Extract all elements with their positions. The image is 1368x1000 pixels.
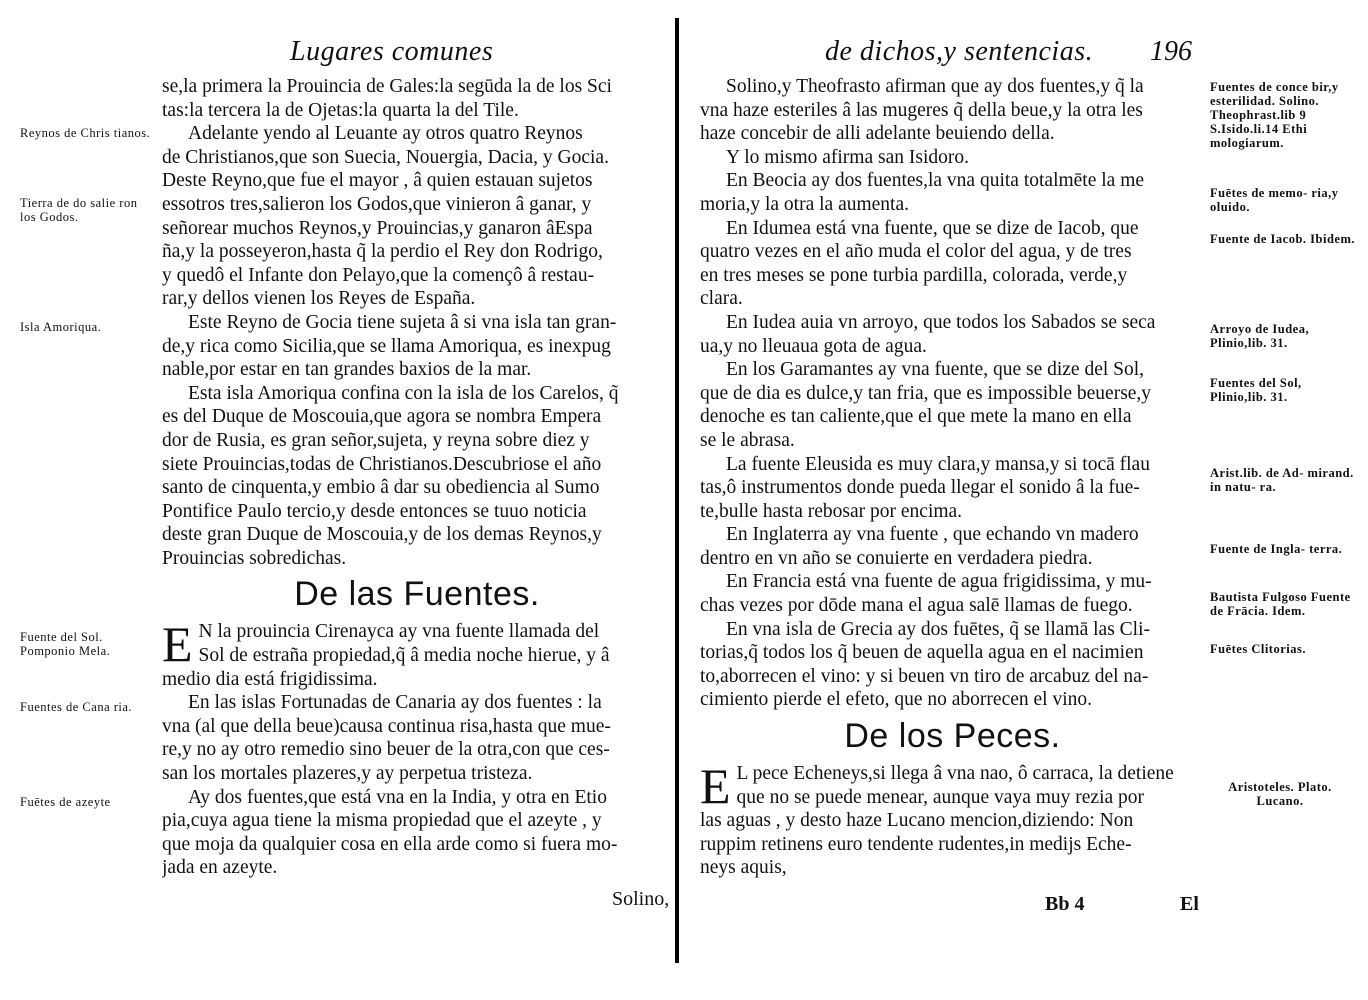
text-line: siete Prouincias,todas de Christianos.Descubriose el año xyxy=(162,453,602,475)
text-line: medio dia está frigidissima. xyxy=(162,668,378,690)
drop-cap: E xyxy=(162,616,193,673)
left-page xyxy=(0,0,676,1000)
margin-note: Fuentes de Cana ria. xyxy=(20,700,133,714)
text-line: Este Reyno de Gocia tiene sujeta â si vna isla tan gran- xyxy=(188,311,617,333)
text-line: Sol de estraña propiedad,q̃ â media noche hierue, y â xyxy=(198,645,610,667)
text-line: dentro en vn año se conuierte en verdadera piedra. xyxy=(700,547,1093,569)
signature-mark: Bb 4 xyxy=(1045,893,1085,915)
text-line: rar,y dellos vienen los Reyes de España. xyxy=(162,288,476,310)
text-line: quatro vezes en el año muda el color del agua, y de tres xyxy=(700,241,1132,263)
text-line: Solino,y Theofrasto afirman que ay dos fuentes,y q̃ la xyxy=(726,76,1144,97)
page-gutter xyxy=(675,18,679,963)
text-line: se le abrasa. xyxy=(700,429,795,451)
margin-note: Aristoteles. Plato. Lucano. xyxy=(1228,780,1332,808)
text-line: ruppim retinens euro tendente rudentes,in medijs Eche- xyxy=(700,833,1132,855)
margin-note: Isla Amoriqua. xyxy=(20,320,102,334)
text-line: Prouincias sobredichas. xyxy=(162,547,347,569)
right-page xyxy=(690,0,1368,1000)
section-heading-peces: De los Peces. xyxy=(844,717,1061,756)
paragraph xyxy=(162,122,672,311)
text-line: En las islas Fortunadas de Canaria ay dos fuentes : la xyxy=(188,692,602,714)
text-line: señorear muchos Reynos,y Prouincias,y ganaron âEspa xyxy=(162,217,593,239)
text-line: Pontifice Paulo tercio,y desde entonces se tuuo noticia xyxy=(162,500,587,522)
paragraph xyxy=(700,311,1205,358)
text-line: de,y rica como Sicilia,que se llama Amoriqua, es inexpug xyxy=(162,335,611,357)
text-line: En Francia está vna fuente de agua frigidissima, y mu- xyxy=(726,571,1152,593)
text-line: cimiento pierde el efeto, que no aborrecen el vino. xyxy=(700,689,1092,711)
margin-note: Reynos de Chris tianos. xyxy=(20,126,151,140)
text-line: haze concebir de alli adelante beuiendo della. xyxy=(700,123,1055,145)
text-line: essotros tres,salieron los Godos,que vinieron â ganar, y xyxy=(162,193,592,215)
margin-note: Tierra de do salie ron los Godos. xyxy=(20,196,138,224)
right-text-block xyxy=(700,75,1205,880)
text-line: neys aquis, xyxy=(700,857,787,879)
margin-note: Fuentes del Sol, Plinio,lib. 31. xyxy=(1210,376,1302,404)
running-head-left: Lugares comunes xyxy=(290,36,494,67)
margin-note: Fuētes de azeyte xyxy=(20,795,111,809)
running-head-right: de dichos,y sentencias. xyxy=(825,36,1094,67)
paragraph xyxy=(700,169,1205,216)
text-line: te,bulle hasta rebosar por encima. xyxy=(700,500,963,522)
paragraph xyxy=(700,523,1205,570)
text-line: En los Garamantes ay vna fuente, que se dize del Sol, xyxy=(726,359,1145,381)
text-line: En Beocia ay dos fuentes,la vna quita totalmēte la me xyxy=(726,170,1145,192)
text-line: de Christianos,que son Suecia, Nouergia, Dacia, y Gocia. xyxy=(162,146,609,168)
text-line: ña,y la posseyeron,hasta q̃ la perdio el Rey don Rodrigo, xyxy=(162,241,603,263)
text-line: san los mortales plazeres,y ay perpetua tristeza. xyxy=(162,763,533,785)
section-heading-fuentes: De las Fuentes. xyxy=(294,575,540,614)
text-line: ua,y no lleuaua gota de agua. xyxy=(700,335,927,357)
text-line: jada en azeyte. xyxy=(162,857,278,879)
text-line: dor de Rusia, es gran señor,sujeta, y reyna sobre diez y xyxy=(162,429,590,451)
margin-note: Fuente de Ingla- terra. xyxy=(1210,542,1343,556)
text-line: las aguas , y desto haze Lucano mencion,diziendo: Non xyxy=(700,810,1134,832)
text-line: re,y no ay otro remedio sino beuer de la otra,con que ces- xyxy=(162,739,610,761)
paragraph xyxy=(700,453,1205,524)
folio-number: 196 xyxy=(1150,36,1192,67)
margin-note: Fuentes de conce bir,y esterilidad. Solino. Theophrast.lib 9 S.Isido.li.14 Ethi mologiarum. xyxy=(1210,80,1339,150)
margin-note: Fuētes de memo- ria,y oluido. xyxy=(1210,186,1339,214)
paragraph xyxy=(162,616,672,691)
paragraph xyxy=(700,75,1205,146)
text-line: se,la primera la Prouincia de Gales:la segūda la de los Sci xyxy=(162,76,612,97)
text-line: En vna isla de Grecia ay dos fuētes, q̃ se llamā las Cli- xyxy=(726,618,1150,640)
text-line: vna (al que della beue)causa continua risa,hasta que mue- xyxy=(162,715,611,737)
text-line: En Iudea auia vn arroyo, que todos los Sabados se seca xyxy=(726,311,1156,333)
text-line: Adelante yendo al Leuante ay otros quatro Reynos xyxy=(188,123,583,145)
text-line: que no se puede menear, aunque vaya muy rezia por xyxy=(736,786,1145,808)
text-line: to,aborrecen el vino: y si beuen vn tiro de arcabuz del na- xyxy=(700,665,1149,687)
text-line: En Inglaterra ay vna fuente , que echando vn madero xyxy=(726,524,1139,546)
text-line: tas:la tercera la de Ojetas:la quarta la del Tile. xyxy=(162,99,519,121)
text-line: Esta isla Amoriqua confina con la isla de los Carelos, q̃ xyxy=(188,382,619,404)
text-line: tas,ô instrumentos donde pueda llegar el sonido â la fue- xyxy=(700,477,1140,499)
text-line: chas vezes por dōde mana el agua salē llamas de fuego. xyxy=(700,595,1133,617)
paragraph xyxy=(700,217,1205,311)
text-line: Y lo mismo afirma san Isidoro. xyxy=(726,146,969,168)
paragraph xyxy=(162,75,672,122)
paragraph xyxy=(700,758,1205,880)
text-line: en tres meses se pone turbia pardilla, colorada, verde,y xyxy=(700,264,1128,286)
text-line: que moja da qualquier cosa en ella arde como si fuera mo- xyxy=(162,833,618,855)
paragraph xyxy=(162,786,672,880)
text-line: N la prouincia Cirenayca ay vna fuente llamada del xyxy=(198,621,600,643)
margin-note: Fuente de Iacob. Ibidem. xyxy=(1210,232,1355,246)
text-line: nable,por estar en tan grandes baxios de la mar. xyxy=(162,359,532,381)
text-line: y quedô el Infante don Pelayo,que la començô â restau- xyxy=(162,264,595,286)
drop-cap: E xyxy=(700,758,731,815)
margin-note: Fuente del Sol. Pomponio Mela. xyxy=(20,630,111,658)
text-line: clara. xyxy=(700,288,743,310)
text-line: que de dia es dulce,y tan fria, que es impossible beuerse,y xyxy=(700,382,1152,404)
paragraph xyxy=(162,382,672,571)
text-line: santo de cinquenta,y embio â dar su obediencia al Sumo xyxy=(162,477,600,499)
text-line: En Idumea está vna fuente, que se dize de Iacob, que xyxy=(726,217,1139,239)
margin-note: Arroyo de Iudea, Plinio,lib. 31. xyxy=(1210,322,1310,350)
text-line: denoche es tan caliente,que el que mete la mano en ella xyxy=(700,406,1132,428)
margin-note: Fuētes Clitorias. xyxy=(1210,642,1306,656)
margin-note: Arist.lib. de Ad- mirand. in natu- ra. xyxy=(1210,466,1354,494)
paragraph xyxy=(700,618,1205,712)
text-line: pia,cuya agua tiene la misma propiedad que el azeyte , y xyxy=(162,810,602,832)
paragraph xyxy=(162,691,672,785)
paragraph xyxy=(162,311,672,382)
text-line: moria,y la otra la aumenta. xyxy=(700,193,909,215)
left-text-block xyxy=(162,75,672,880)
paragraph xyxy=(700,146,1205,170)
paragraph xyxy=(700,570,1205,617)
text-line: Ay dos fuentes,que está vna en la India, y otra en Etio xyxy=(188,786,607,808)
text-line: es del Duque de Moscouia,que agora se nombra Empera xyxy=(162,406,602,428)
paragraph xyxy=(700,358,1205,452)
catchword-right: El xyxy=(1180,893,1199,915)
catchword-left: Solino, xyxy=(612,888,670,910)
text-line: deste gran Duque de Moscouia,y de los demas Reynos,y xyxy=(162,524,602,546)
margin-note: Bautista Fulgoso Fuente de Frācia. Idem. xyxy=(1210,590,1351,618)
text-line: Deste Reyno,que fue el mayor , â quien estauan sujetos xyxy=(162,170,593,192)
text-line: L pece Echeneys,si llega â vna nao, ô carraca, la detiene xyxy=(736,763,1174,785)
text-line: vna haze esteriles â las mugeres q̃ della beue,y la otra les xyxy=(700,99,1143,121)
text-line: torias,q̃ todos los q̃ beuen de aquella agua en el nacimien xyxy=(700,642,1144,664)
text-line: La fuente Eleusida es muy clara,y mansa,y si tocā flau xyxy=(726,453,1150,475)
